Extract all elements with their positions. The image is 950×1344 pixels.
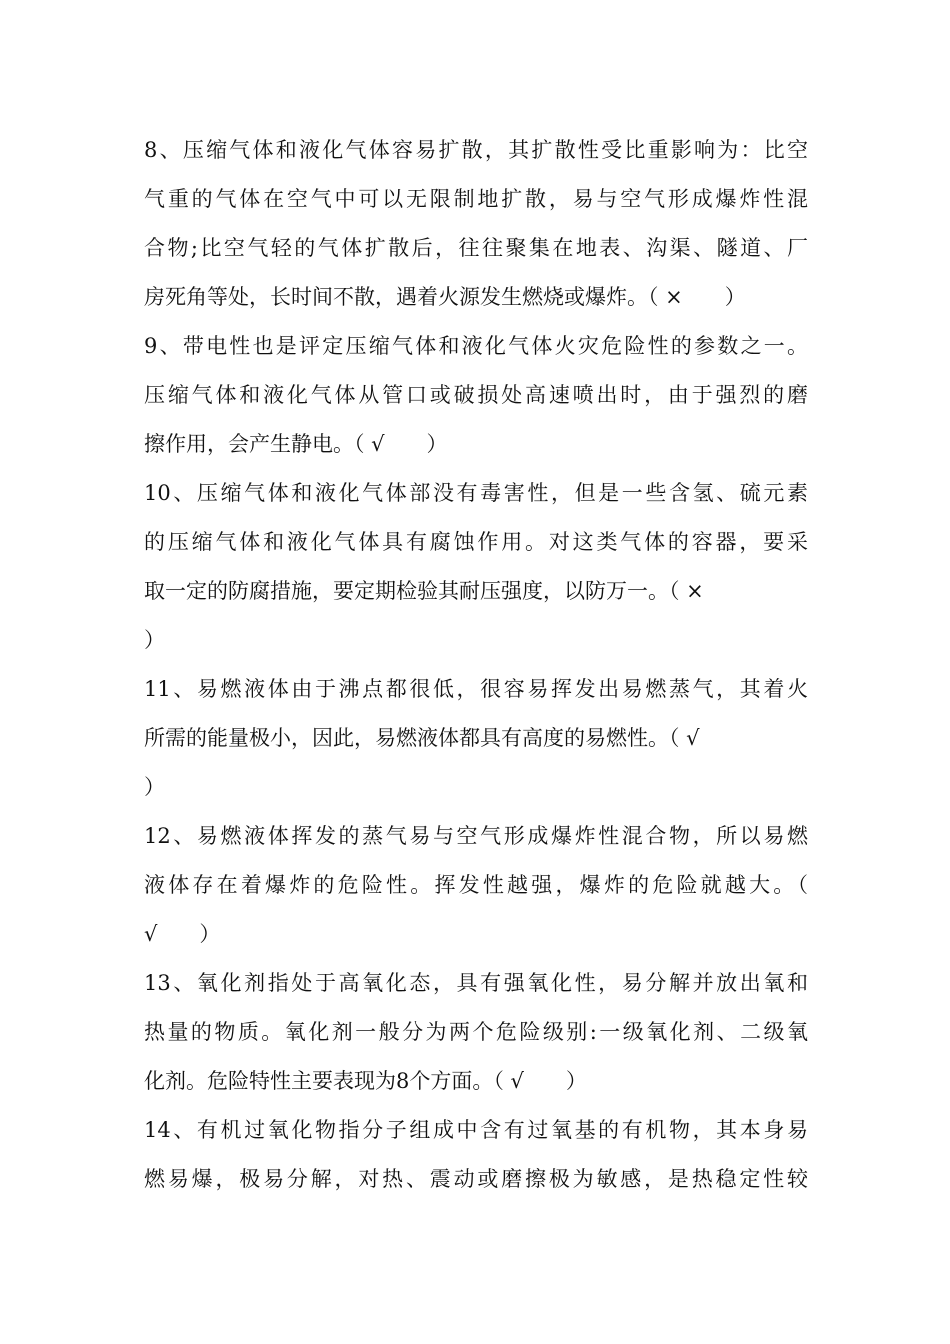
text-line: 压缩气体和液化气体从管口或破损处高速喷出时，由于强烈的磨 xyxy=(144,383,808,407)
text-line: 液体存在着爆炸的危险性。挥发性越强，爆炸的危险就越大。（ xyxy=(144,873,808,897)
text-line: 燃易爆，极易分解，对热、震动或磨擦极为敏感，是热稳定性较 xyxy=(144,1167,808,1191)
text-line: 9、带电性也是评定压缩气体和液化气体火灾危险性的参数之一。 xyxy=(144,334,808,358)
text-line: 取一定的防腐措施，要定期检验其耐压强度，以防万一。（ × xyxy=(144,579,704,603)
text-line: ） xyxy=(144,775,165,799)
text-line: 所需的能量极小，因此，易燃液体都具有高度的易燃性。（ √ xyxy=(144,726,700,750)
text-line: 8、压缩气体和液化气体容易扩散，其扩散性受比重影响为：比空 xyxy=(144,138,808,162)
text-line: 的压缩气体和液化气体具有腐蚀作用。对这类气体的容器，要采 xyxy=(144,530,808,554)
text-line: 11、易燃液体由于沸点都很低，很容易挥发出易燃蒸气，其着火 xyxy=(144,677,808,701)
text-line: 13、氧化剂指处于高氧化态，具有强氧化性，易分解并放出氧和 xyxy=(144,971,808,995)
text-line: 12、易燃液体挥发的蒸气易与空气形成爆炸性混合物，所以易燃 xyxy=(144,824,808,848)
document-body xyxy=(144,126,808,1204)
text-line: 合物;比空气轻的气体扩散后，往往聚集在地表、沟渠、隧道、厂 xyxy=(144,236,808,260)
text-line: 14、有机过氧化物指分子组成中含有过氧基的有机物，其本身易 xyxy=(144,1118,808,1142)
text-line: 气重的气体在空气中可以无限制地扩散，易与空气形成爆炸性混 xyxy=(144,187,808,211)
text-line: 擦作用，会产生静电。（ √ ） xyxy=(144,432,448,456)
text-line: 10、压缩气体和液化气体部没有毒害性，但是一些含氢、硫元素 xyxy=(144,481,808,505)
text-line: 房死角等处，长时间不散，遇着火源发生燃烧或爆炸。（ × ） xyxy=(144,285,746,309)
text-line: 热量的物质。氧化剂一般分为两个危险级别:一级氧化剂、二级氧 xyxy=(144,1020,808,1044)
text-line: 化剂。危险特性主要表现为8个方面。（ √ ） xyxy=(144,1069,587,1093)
text-line: √ ） xyxy=(144,922,221,946)
text-line: ） xyxy=(144,628,165,652)
